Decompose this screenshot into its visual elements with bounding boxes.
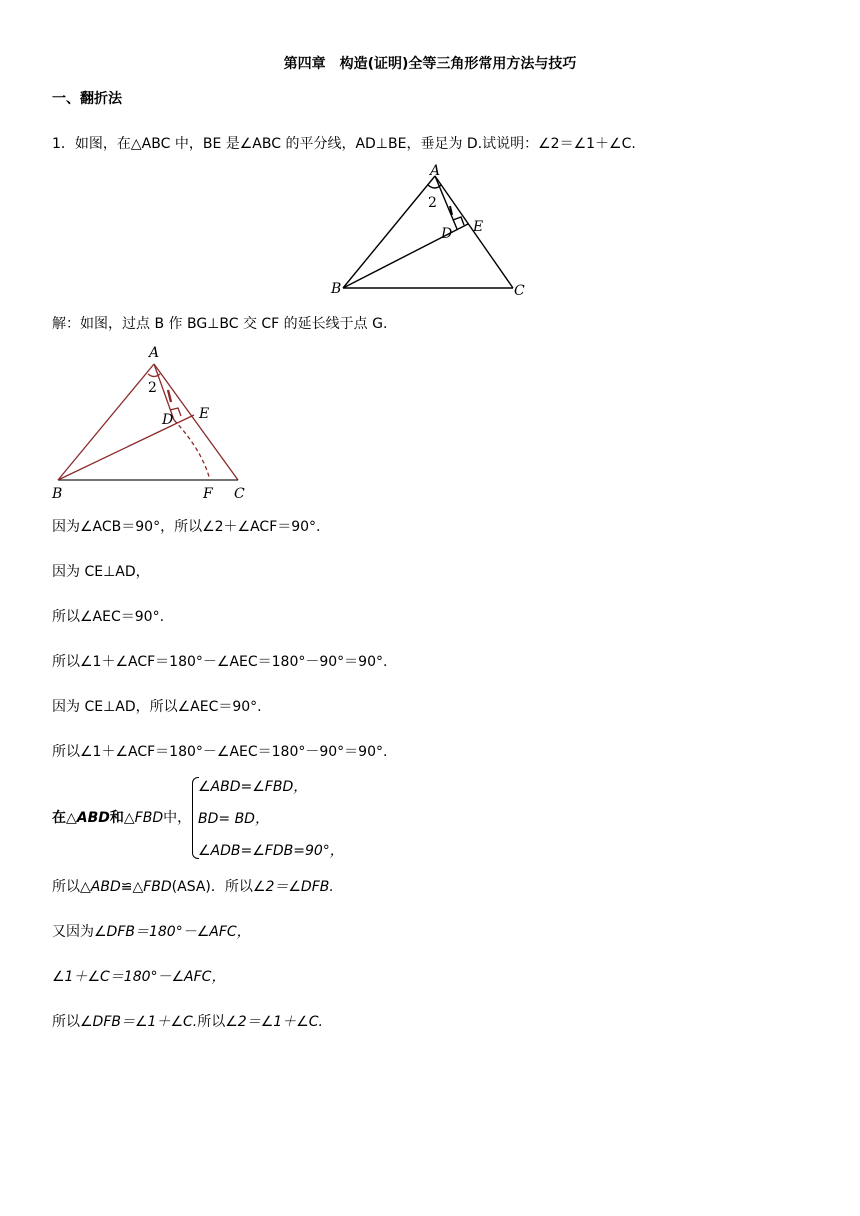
- system-line-1: ∠ABD=∠FBD，: [198, 779, 308, 795]
- system-and: 和: [109, 810, 124, 826]
- fig2-label-c: C: [234, 486, 245, 502]
- c4-prefix: 所以: [52, 1014, 80, 1030]
- c2-prefix: 又因为: [52, 924, 94, 940]
- step-3: 所以∠AEC＝90°.: [52, 609, 165, 625]
- fig1-label-b: B: [331, 281, 342, 297]
- system-intro: [52, 809, 191, 827]
- c4-expr-1: ∠DFB＝∠1＋∠C.: [80, 1014, 198, 1030]
- step-6: 所以∠1＋∠ACF＝180°－∠AEC＝180°－90°＝90°.: [52, 744, 388, 760]
- system-triangle-1: △ABD: [66, 810, 110, 826]
- fig1-label-e: E: [473, 219, 484, 235]
- system-prefix: 在: [52, 810, 66, 826]
- step-1: 因为∠ACB＝90°，所以∠2＋∠ACF＝90°.: [52, 519, 321, 535]
- step-5: 因为 CE⊥AD，所以∠AEC＝90°.: [52, 699, 262, 715]
- fig1-label-a: A: [430, 163, 441, 179]
- fig1-label-2: 2: [428, 195, 437, 211]
- fig2-label-e: E: [199, 406, 210, 422]
- system-zhong: 中，: [163, 810, 192, 826]
- page-title: 第四章 构造(证明)全等三角形常用方法与技巧: [283, 56, 577, 72]
- c1-result: ∠2＝∠DFB.: [252, 879, 334, 895]
- system-line-3: ∠ADB=∠FDB=90°，: [198, 843, 344, 859]
- conclusion-3-line: ∠1＋∠C＝180°－∠AFC，: [52, 969, 226, 985]
- section-heading: 一、翻折法: [52, 91, 122, 107]
- fig2-label-d: D: [162, 412, 174, 428]
- c4-expr-2: ∠2＝∠1＋∠C.: [225, 1014, 323, 1030]
- problem-statement: 1．如图，在△ABC 中，BE 是∠ABC 的平分线，AD⊥BE，垂足为 D.试说明：∠2＝∠1＋∠C.: [52, 136, 636, 152]
- figure-2-triangle: [44, 340, 264, 510]
- c1-prefix: 所以: [52, 879, 80, 895]
- fig2-label-f: F: [203, 486, 213, 502]
- solution-intro: 解：如图，过点 B 作 BG⊥BC 交 CF 的延长线于点 G.: [52, 316, 388, 332]
- c1-congruence: △ABD≌△FBD: [80, 879, 172, 895]
- conclusion-2-line: [52, 923, 251, 941]
- c1-asa: (ASA)．所以: [171, 879, 253, 895]
- fig2-label-a: A: [149, 345, 160, 361]
- system-triangle-2: △FBD: [123, 810, 164, 826]
- fig1-label-c: C: [514, 283, 525, 299]
- figure-1-triangle: [325, 160, 535, 300]
- system-line-2: BD= BD，: [198, 811, 269, 827]
- step-4: 所以∠1＋∠ACF＝180°－∠AEC＝180°－90°＝90°.: [52, 654, 388, 670]
- fig1-label-d: D: [441, 226, 453, 242]
- conclusion-4-line: [52, 1013, 323, 1031]
- fig2-label-2: 2: [148, 380, 157, 396]
- step-2: 因为 CE⊥AD，: [52, 564, 150, 580]
- c2-expr: ∠DFB＝180°－∠AFC，: [94, 924, 251, 940]
- fig2-label-b: B: [52, 486, 63, 502]
- c4-mid: 所以: [197, 1014, 226, 1030]
- conclusion-1-line: [52, 878, 334, 896]
